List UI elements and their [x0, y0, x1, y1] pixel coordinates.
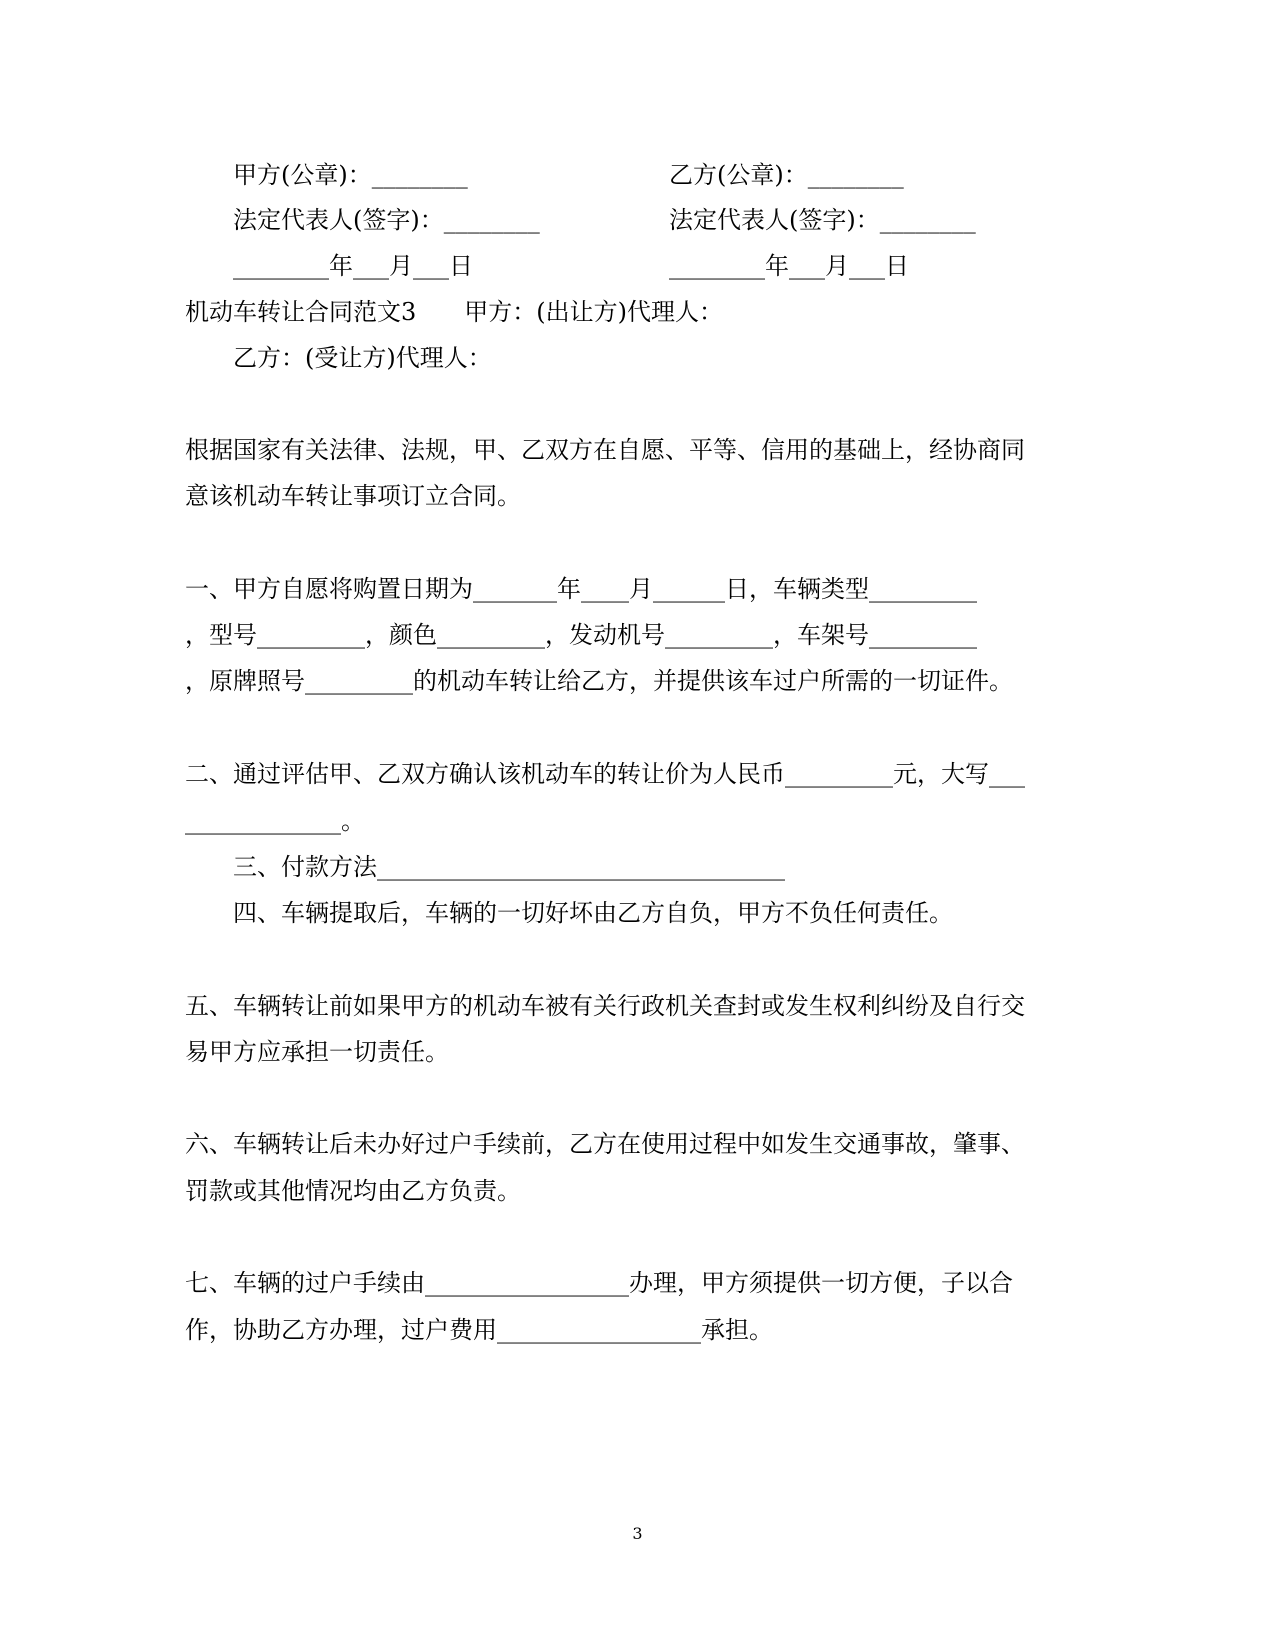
clause-5-line-2: 易甲方应承担一切责任。 [185, 1038, 449, 1066]
clause-7-line-2: 作，协助乙方办理，过户费用_________________承担。 [185, 1316, 773, 1344]
clause-6-line-1: 六、车辆转让后未办好过户手续前，乙方在使用过程中如发生交通事故，肇事、 [185, 1130, 1025, 1158]
party-b-date-line: ________年___月___日 [669, 252, 909, 280]
party-a-representative-line: 法定代表人(签字)：________ [233, 206, 540, 234]
intro-line-2: 意该机动车转让事项订立合同。 [185, 482, 521, 510]
party-b-agent-line: 乙方：(受让方)代理人： [233, 344, 492, 372]
page-number: 3 [632, 1524, 643, 1543]
clause-3-line: 三、付款方法__________________________________ [233, 853, 785, 881]
party-a-date-line: ________年___月___日 [233, 252, 473, 280]
clause-7-line-1: 七、车辆的过户手续由_________________办理，甲方须提供一切方便，子以合 [185, 1269, 1013, 1297]
clause-1-line-2: ，型号_________，颜色_________，发动机号_________，车架号_________ [185, 621, 977, 649]
party-a-seal-line: 甲方(公章)：________ [233, 161, 468, 189]
clause-5-line-1: 五、车辆转让前如果甲方的机动车被有关行政机关查封或发生权利纠纷及自行交 [185, 992, 1025, 1020]
clause-6-line-2: 罚款或其他情况均由乙方负责。 [185, 1177, 521, 1205]
clause-2-line-2: _____________。 [185, 807, 365, 835]
intro-line-1: 根据国家有关法律、法规，甲、乙双方在自愿、平等、信用的基础上，经协商同 [185, 436, 1025, 464]
contract-title-line: 机动车转让合同范文3 甲方：(出让方)代理人： [185, 298, 723, 326]
party-b-seal-line: 乙方(公章)：________ [669, 161, 904, 189]
clause-1-line-3: ，原牌照号_________的机动车转让给乙方，并提供该车过户所需的一切证件。 [185, 667, 1013, 695]
clause-4-line: 四、车辆提取后，车辆的一切好坏由乙方自负，甲方不负任何责任。 [233, 899, 953, 927]
clause-1-line-1: 一、甲方自愿将购置日期为_______年____月______日，车辆类型_________ [185, 575, 977, 603]
clause-2-line-1: 二、通过评估甲、乙双方确认该机动车的转让价为人民币_________元，大写___ [185, 760, 1025, 788]
party-b-representative-line: 法定代表人(签字)：________ [669, 206, 976, 234]
